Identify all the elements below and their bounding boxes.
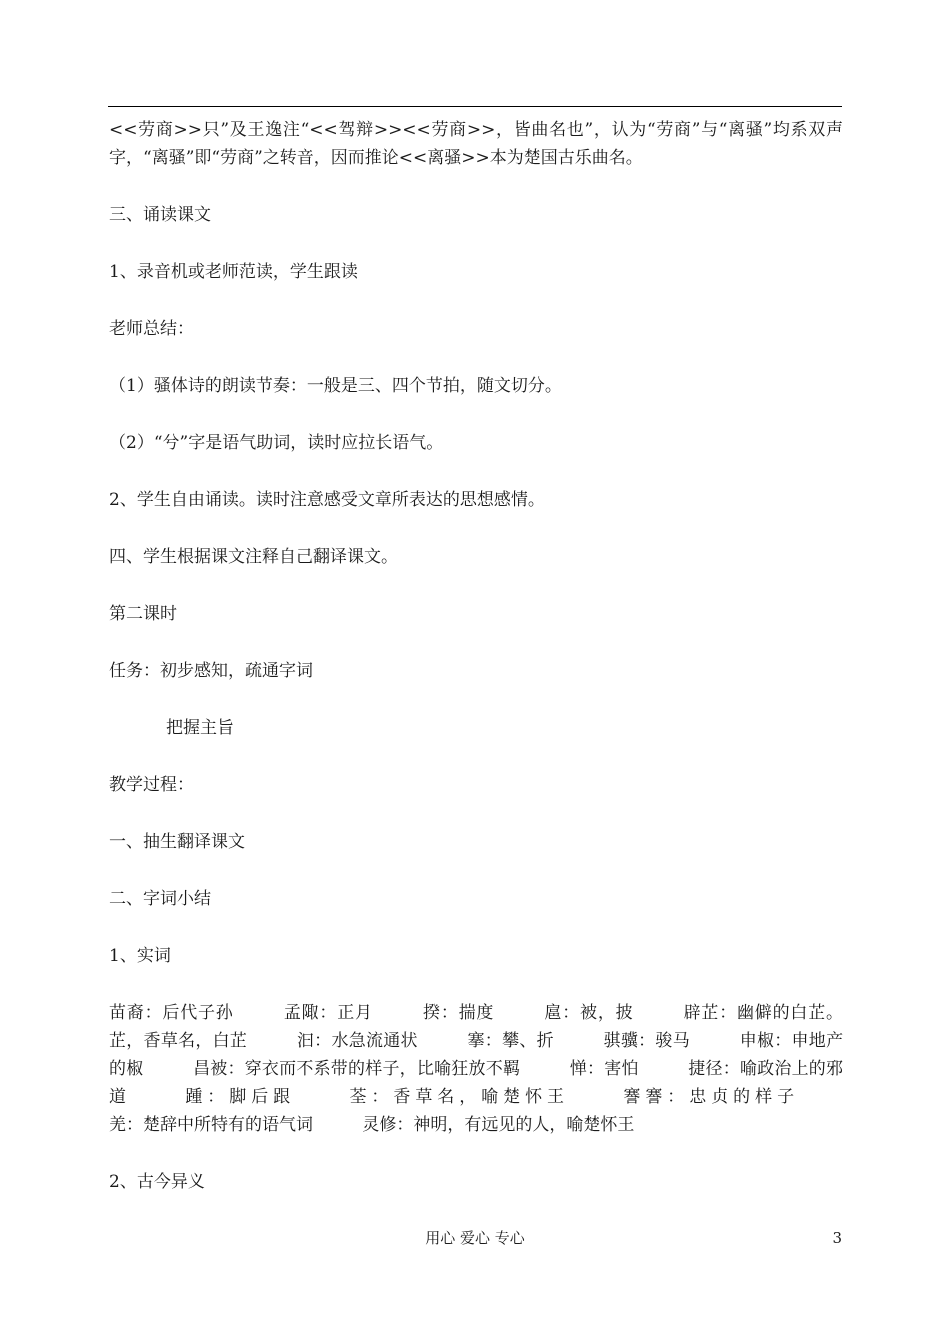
vocab-item: 捷径：喻政治上的邪道 [109, 1059, 844, 1107]
section-heading-translate: 四、学生根据课文注释自己翻译课文。 [109, 547, 398, 567]
vocab-item: 搴：攀、折 [467, 1031, 554, 1051]
vocab-item: 孟陬：正月 [283, 1003, 373, 1023]
vocab-item: 謇謇：忠贞的样子 [623, 1087, 800, 1107]
vocab-item: 苗裔：后代子孙 [109, 1003, 234, 1023]
vocab-item: 羌：楚辞中所特有的语气词 [109, 1115, 313, 1135]
page-content [109, 116, 843, 1196]
list-item-ancient-modern: 2、古今异义 [109, 1172, 205, 1192]
vocab-item: 灵修：神明，有远见的人，喻楚怀王 [362, 1115, 635, 1135]
vocab-item: 踵：脚后跟 [185, 1087, 296, 1107]
teacher-summary-label: 老师总结： [109, 319, 194, 339]
task-line: 任务：初步感知，疏通字词 [109, 661, 313, 681]
page-number: 3 [832, 1229, 842, 1247]
teaching-process-label: 教学过程： [109, 775, 194, 795]
lesson-heading-second: 第二课时 [109, 604, 177, 624]
footer-motto: 用心 爱心 专心 [425, 1229, 525, 1247]
summary-point-rhythm: （1）骚体诗的朗读节奏：一般是三、四个节拍，随文切分。 [109, 376, 562, 396]
paragraph-continued: <<劳商>>只”及王逸注“<<驾辩>><<劳商>>，皆曲名也”，认为“劳商”与“离骚”均系双声字，“离骚”即“劳商”之转音，因而推论<<离骚>>本为楚国古乐曲名。 [109, 120, 843, 168]
section-heading-recite: 三、诵读课文 [109, 205, 211, 225]
list-item-content-words: 1、实词 [109, 946, 171, 966]
vocabulary-list [109, 999, 843, 1139]
list-item-model-reading: 1、录音机或老师范读，学生跟读 [109, 262, 358, 282]
vocab-item: 汩：水急流通状 [296, 1031, 418, 1051]
header-rule [108, 106, 842, 107]
vocab-item: 荃：香草名，喻楚怀王 [349, 1087, 570, 1107]
vocab-item: 骐骥：骏马 [603, 1031, 690, 1051]
list-item-free-reading: 2、学生自由诵读。读时注意感受文章所表达的思想感情。 [109, 490, 545, 510]
section-heading-translation: 一、抽生翻译课文 [109, 832, 245, 852]
vocab-item: 揆：揣度 [423, 1003, 495, 1023]
vocab-item: 扈：被，披 [544, 1003, 634, 1023]
vocab-item: 惮：害怕 [569, 1059, 639, 1079]
vocab-item: 申椒：申地产的椒 [109, 1031, 844, 1079]
vocab-item: 辟芷：幽僻的白芷。芷，香草名，白芷 [109, 1003, 844, 1051]
section-heading-vocab: 二、字词小结 [109, 889, 211, 909]
task-line-theme: 把握主旨 [166, 718, 234, 738]
vocab-item: 昌被：穿衣而不系带的样子，比喻狂放不羁 [193, 1059, 521, 1079]
summary-point-xi: （2）“兮”字是语气助词，读时应拉长语气。 [109, 433, 444, 453]
